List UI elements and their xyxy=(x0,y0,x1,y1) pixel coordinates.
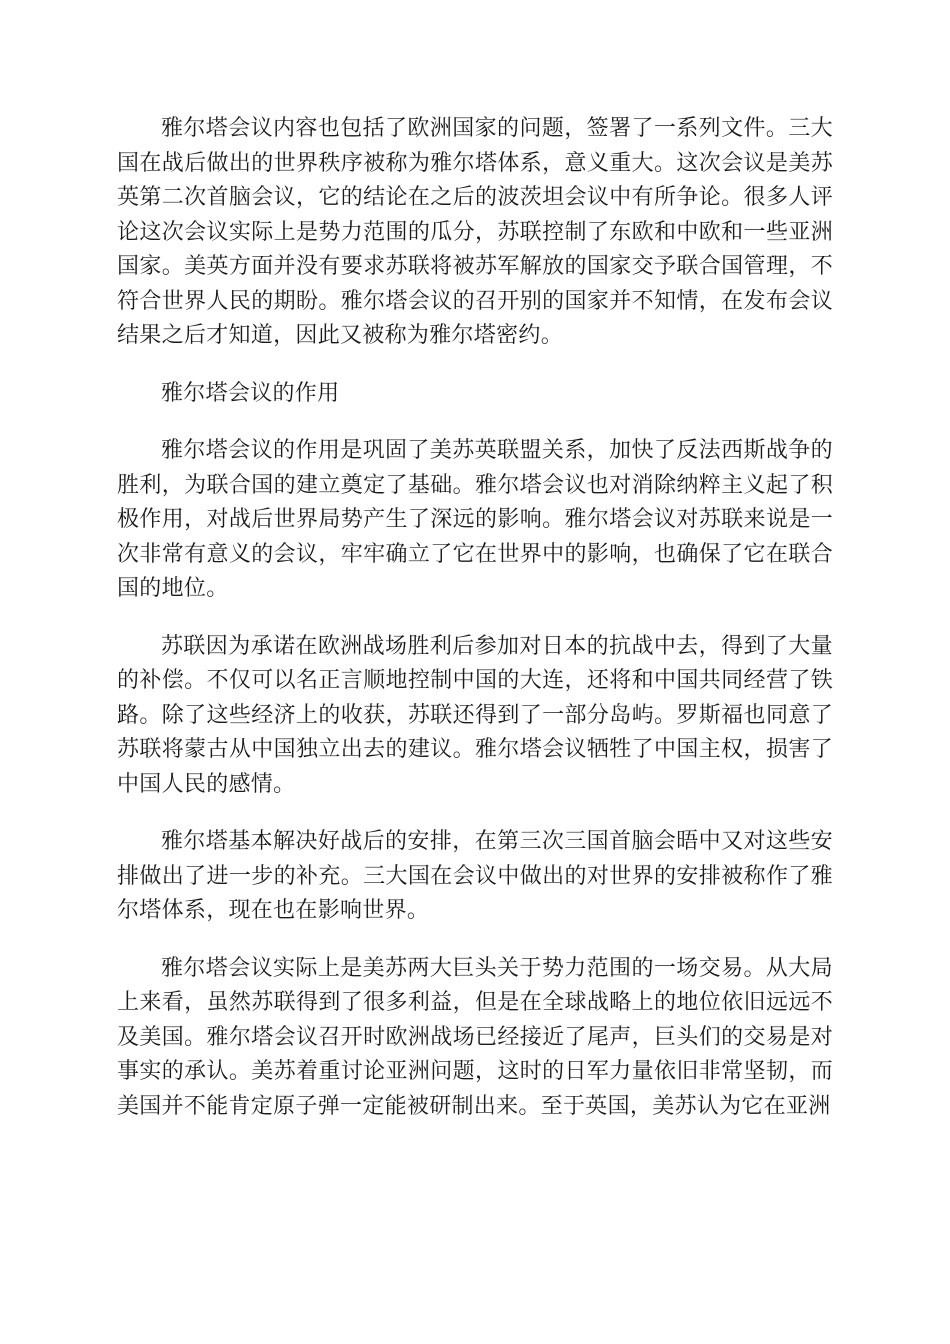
paragraph-trade: 雅尔塔会议实际上是美苏两大巨头关于势力范围的一场交易。从大局上来看，虽然苏联得到了很多利益，但是在全球战略上的地位依旧远远不及美国。雅尔塔会议召开时欧洲战场已经接近了尾声，巨头们的交易是对事实的承认。美苏着重讨论亚洲问题，这时的日军力量依旧非常坚韧，而美国并不能肯定原子弹一定能被研制出来。至于英国，美苏认为它在亚洲 xyxy=(117,955,833,1119)
paragraph-yalta-system: 雅尔塔基本解决好战后的安排，在第三次三国首脑会晤中又对这些安排做出了进一步的补充。三大国在会议中做出的对世界的安排被称作了雅尔塔体系，现在也在影响世界。 xyxy=(117,829,833,923)
paragraph-role: 雅尔塔会议的作用是巩固了美苏英联盟关系，加快了反法西斯战争的胜利，为联合国的建立奠定了基础。雅尔塔会议也对消除纳粹主义起了积极作用，对战后世界局势产生了深远的影响。雅尔塔会议对苏联来说是一次非常有意义的会议，牢牢确立了它在世界中的影响，也确保了它在联合国的地位。 xyxy=(117,438,833,601)
paragraph-soviet-gains: 苏联因为承诺在欧洲战场胜利后参加对日本的抗战中去，得到了大量的补偿。不仅可以名正言顺地控制中国的大连，还将和中国共同经营了铁路。除了这些经济上的收获，苏联还得到了一部分岛屿。罗斯福也同意了苏联将蒙古从中国独立出去的建议。雅尔塔会议牺牲了中国主权，损害了中国人民的感情。 xyxy=(117,633,833,797)
section-heading: 雅尔塔会议的作用 xyxy=(161,380,340,406)
paragraph-intro: 雅尔塔会议内容也包括了欧洲国家的问题，签署了一系列文件。三大国在战后做出的世界秩序被称为雅尔塔体系，意义重大。这次会议是美苏英第二次首脑会议，它的结论在之后的波茨坦会议中有所争论。很多人评论这次会议实际上是势力范围的瓜分，苏联控制了东欧和中欧和一些亚洲国家。美英方面并没有要求苏联将被苏军解放的国家交予联合国管理，不符合世界人民的期盼。雅尔塔会议的召开别的国家并不知情，在发布会议结果之后才知道，因此又被称为雅尔塔密约。 xyxy=(117,116,833,348)
document-body xyxy=(117,112,833,1147)
